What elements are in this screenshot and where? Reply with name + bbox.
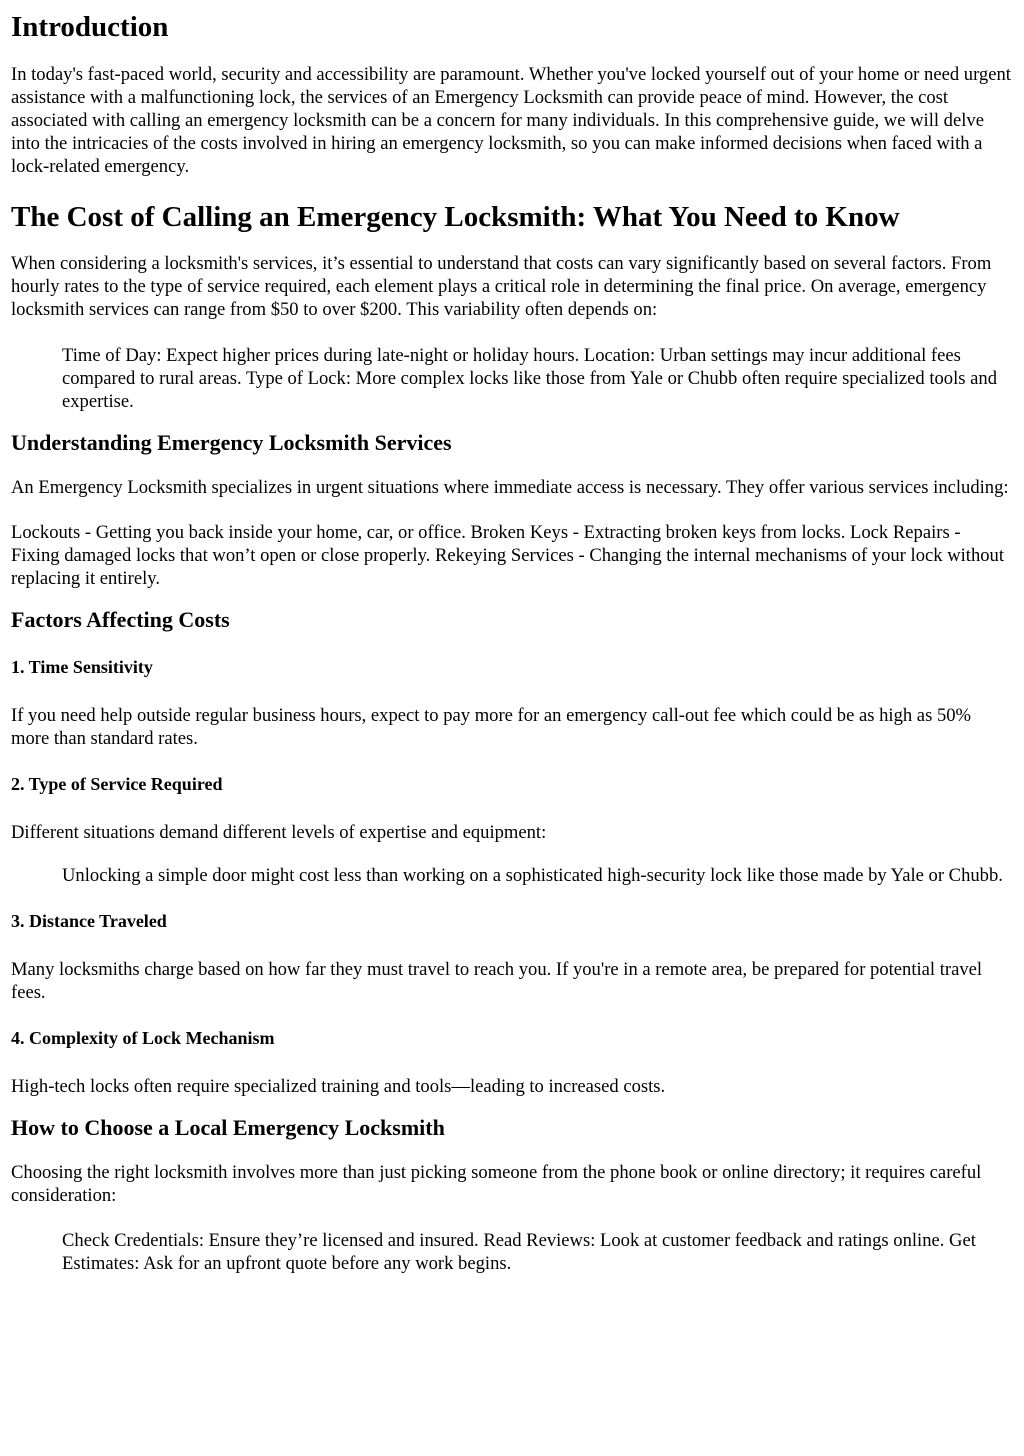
choose-heading: How to Choose a Local Emergency Locksmith bbox=[11, 1115, 445, 1140]
introduction-heading: Introduction bbox=[11, 11, 169, 43]
introduction-paragraph: In today's fast-paced world, security and accessibility are paramount. Whether you've locked yourself out of your home or need urgent assistance with a malfunctioning lock, the services of an Emergency Locksmith can provide peace of mind. However, the cost associated with calling an emergency locksmith can be a concern for many individuals. In this comprehensive guide, we will delve into the intricacies of the costs involved in hiring an emergency locksmith, so you can make informed decisions when faced with a lock-related emergency. bbox=[11, 64, 1011, 177]
distance-heading: 3. Distance Traveled bbox=[11, 911, 167, 931]
service-type-paragraph: Different situations demand different levels of expertise and equipment: bbox=[11, 822, 547, 843]
complexity-heading: 4. Complexity of Lock Mechanism bbox=[11, 1028, 275, 1048]
complexity-paragraph: High-tech locks often require specialized training and tools—leading to increased costs. bbox=[11, 1076, 666, 1097]
services-heading: Understanding Emergency Locksmith Services bbox=[11, 430, 452, 455]
service-type-list: Unlocking a simple door might cost less than working on a sophisticated high-security lock like those made by Yale or Chubb. bbox=[62, 865, 1003, 886]
cost-paragraph: When considering a locksmith's services, it’s essential to understand that costs can vary significantly based on several factors. From hourly rates to the type of service required, each element plays a critical role in determining the final price. On average, emergency locksmith services can range from $50 to over $200. This variability often depends on: bbox=[11, 253, 992, 320]
service-type-heading: 2. Type of Service Required bbox=[11, 774, 223, 794]
factors-heading: Factors Affecting Costs bbox=[11, 607, 230, 632]
time-sensitivity-heading: 1. Time Sensitivity bbox=[11, 657, 153, 677]
services-list: Lockouts - Getting you back inside your home, car, or office. Broken Keys - Extracting broken keys from locks. Lock Repairs - Fixing damaged locks that won’t open or close properly. Rekeying Services - Changing the internal mechanisms of your lock without replacing it entirely. bbox=[11, 522, 1005, 589]
time-sensitivity-paragraph: If you need help outside regular business hours, expect to pay more for an emergency call-out fee which could be as high as 50% more than standard rates. bbox=[11, 705, 972, 749]
cost-heading: The Cost of Calling an Emergency Locksmith: What You Need to Know bbox=[11, 201, 900, 233]
choose-list: Check Credentials: Ensure they’re licensed and insured. Read Reviews: Look at customer feedback and ratings online. Get Estimates: Ask for an upfront quote before any work begins. bbox=[62, 1230, 976, 1274]
cost-factors-list: Time of Day: Expect higher prices during late-night or holiday hours. Location: Urban settings may incur additional fees compared to rural areas. Type of Lock: More complex locks like those from Yale or Chubb often require specialized tools and expertise. bbox=[62, 345, 997, 412]
choose-paragraph: Choosing the right locksmith involves more than just picking someone from the phone book or online directory; it requires careful consideration: bbox=[11, 1162, 982, 1206]
article bbox=[11, 10, 1013, 1275]
services-paragraph: An Emergency Locksmith specializes in urgent situations where immediate access is necessary. They offer various services including: bbox=[11, 477, 1009, 498]
distance-paragraph: Many locksmiths charge based on how far they must travel to reach you. If you're in a remote area, be prepared for potential travel fees. bbox=[11, 959, 983, 1003]
